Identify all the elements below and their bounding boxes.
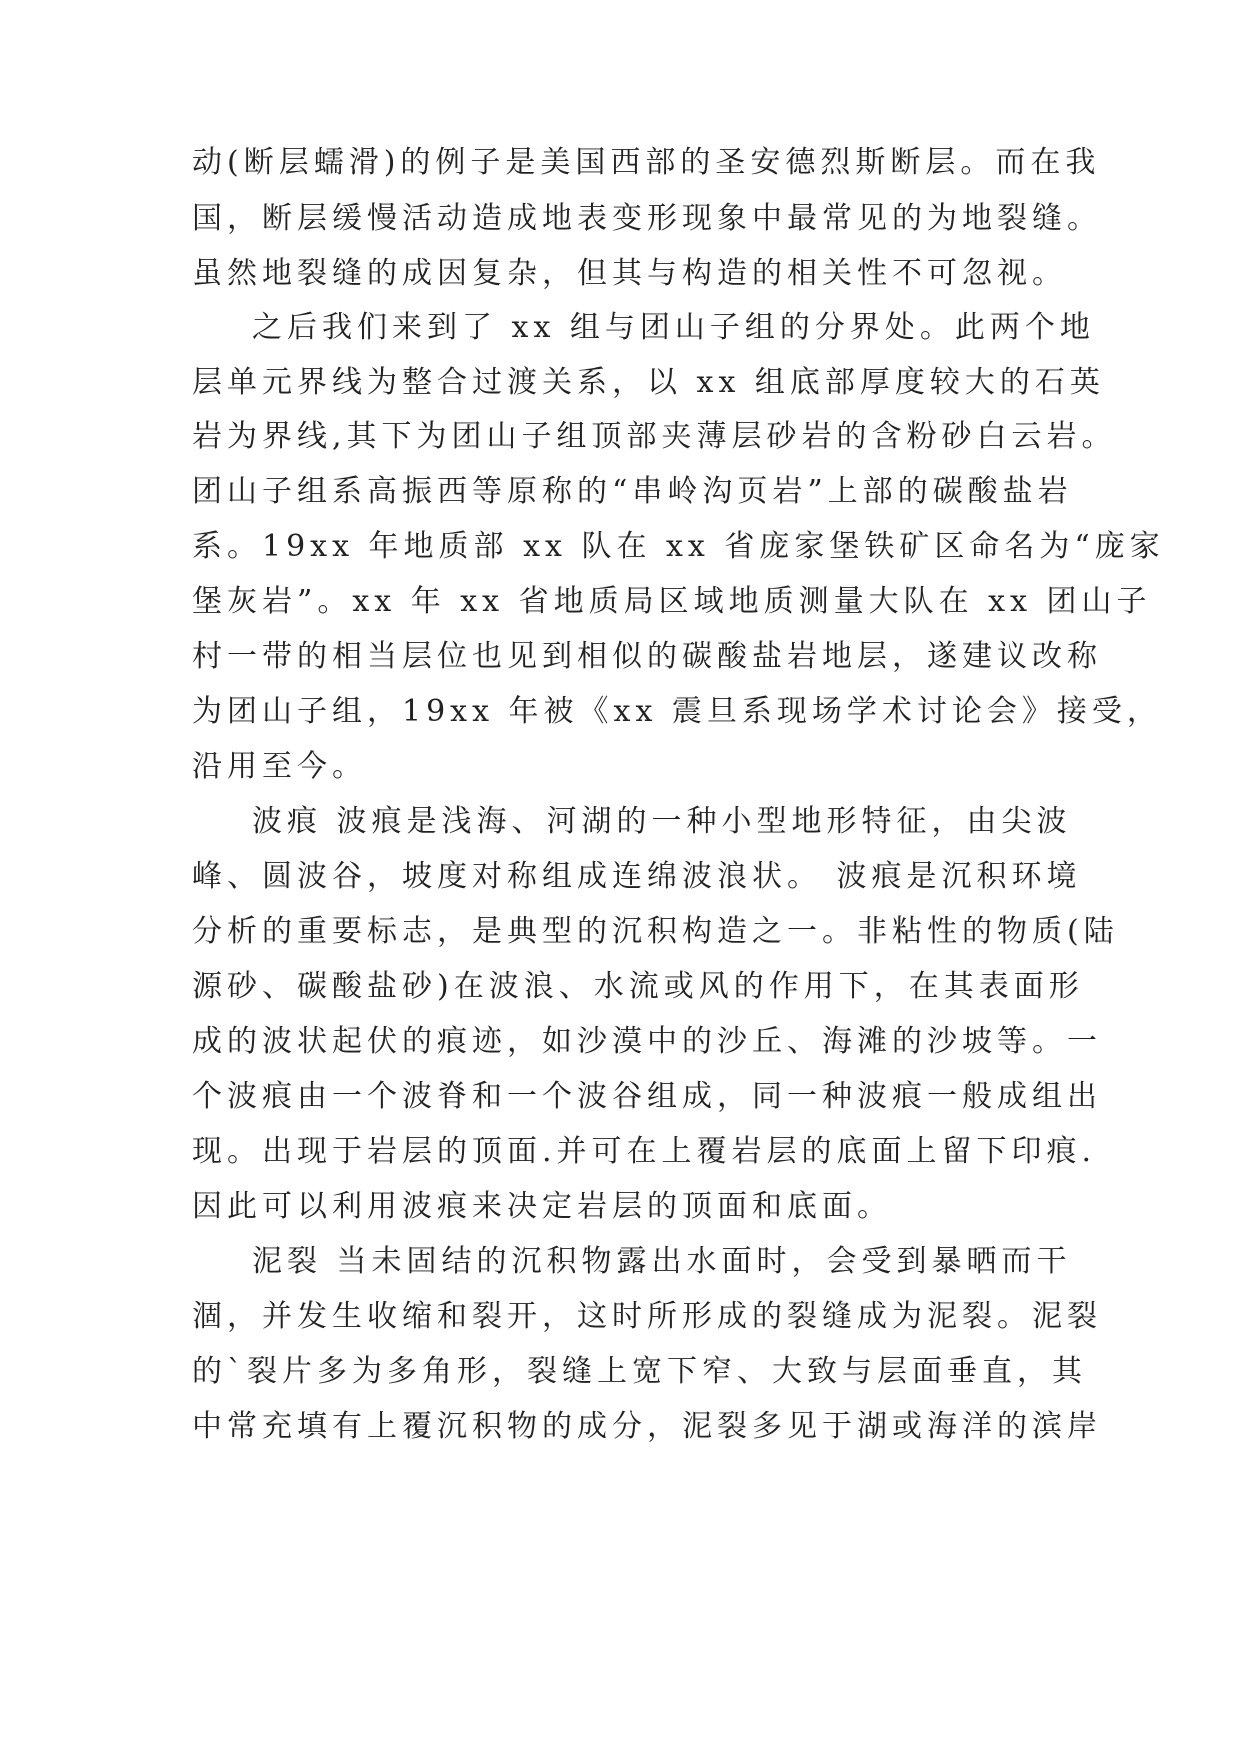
text-line: 分析的重要标志，是典型的沉积构造之一。非粘性的物质(陆 bbox=[192, 914, 1119, 949]
text-line: 因此可以利用波痕来决定岩层的顶面和底面。 bbox=[192, 1189, 892, 1224]
text-line: 成的波状起伏的痕迹，如沙漠中的沙丘、海滩的沙坡等。一 bbox=[192, 1024, 1102, 1059]
text-line: 虽然地裂缝的成因复杂，但其与构造的相关性不可忽视。 bbox=[192, 256, 1067, 291]
text-line: 村一带的相当层位也见到相似的碳酸盐岩地层，遂建议改称 bbox=[192, 639, 1102, 674]
text-line: 现。出现于岩层的顶面.并可在上覆岩层的底面上留下印痕. bbox=[192, 1134, 1097, 1169]
text-line: 国，断层缓慢活动造成地表变形现象中最常见的为地裂缝。 bbox=[192, 201, 1102, 236]
text-line: 峰、圆波谷，坡度对称组成连绵波浪状。 波痕是沉积环境 bbox=[192, 859, 1082, 894]
text-line: 层单元界线为整合过渡关系，以 xx 组底部厚度较大的石英 bbox=[192, 365, 1105, 400]
text-line: 沿用至今。 bbox=[192, 749, 367, 784]
text-line: 堡灰岩”。xx 年 xx 省地质局区域地质测量大队在 xx 团山子 bbox=[192, 584, 1152, 619]
text-line: 岩为界线,其下为团山子组顶部夹薄层砂岩的含粉砂白云岩。 bbox=[192, 419, 1117, 454]
text-line: 动(断层蠕滑)的例子是美国西部的圣安德烈斯断层。而在我 bbox=[192, 145, 1101, 180]
text-line: 涸，并发生收缩和裂开，这时所形成的裂缝成为泥裂。泥裂 bbox=[192, 1299, 1102, 1334]
text-line: 源砂、碳酸盐砂)在波浪、水流或风的作用下，在其表面形 bbox=[192, 969, 1084, 1004]
text-line: 中常充填有上覆沉积物的成分，泥裂多见于湖或海洋的滨岸 bbox=[192, 1409, 1102, 1444]
text-line: 的`裂片多为多角形，裂缝上宽下窄、大致与层面垂直，其 bbox=[192, 1354, 1087, 1389]
paragraph-first-line: 波痕 波痕是浅海、河湖的一种小型地形特征，由尖波 bbox=[252, 804, 1072, 839]
text-line: 为团山子组，19xx 年被《xx 震旦系现场学术讨论会》接受， bbox=[192, 694, 1162, 729]
text-line: 系。19xx 年地质部 xx 队在 xx 省庞家堡铁矿区命名为“庞家 bbox=[192, 529, 1165, 564]
text-line: 团山子组系高振西等原称的“串岭沟页岩”上部的碳酸盐岩 bbox=[192, 474, 1073, 509]
paragraph-first-line: 之后我们来到了 xx 组与团山子组的分界处。此两个地 bbox=[252, 310, 1095, 345]
text-line: 个波痕由一个波脊和一个波谷组成，同一种波痕一般成组出 bbox=[192, 1079, 1102, 1114]
paragraph-first-line: 泥裂 当未固结的沉积物露出水面时，会受到暴晒而干 bbox=[252, 1244, 1072, 1279]
